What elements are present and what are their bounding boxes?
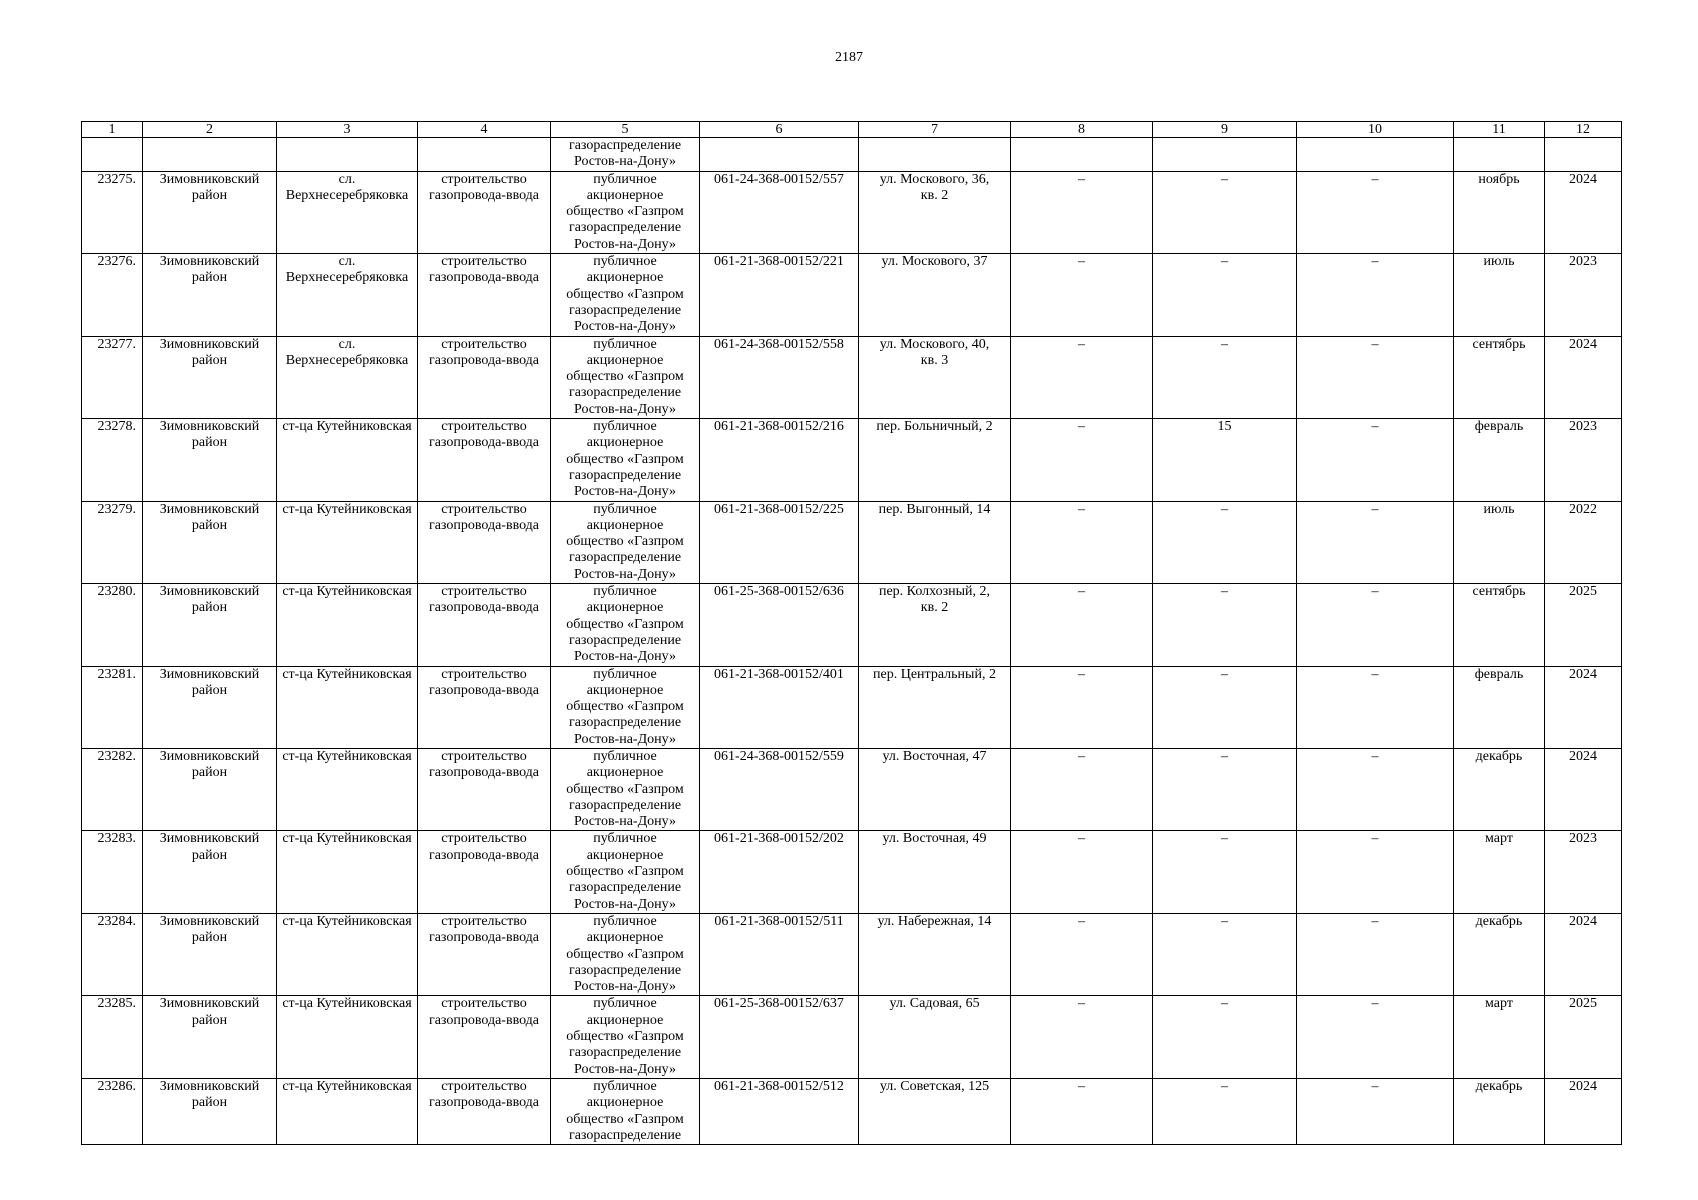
district: Зимовниковский район — [143, 584, 277, 666]
owner: публичное акционерное общество «Газпром газораспределение Ростов-на-Дону» — [551, 584, 700, 666]
address: ул. Москового, 37 — [859, 254, 1011, 336]
col-10: – — [1297, 1078, 1454, 1144]
col-8: – — [1011, 831, 1153, 913]
address: ул. Набережная, 14 — [859, 913, 1011, 995]
col-8: – — [1011, 1078, 1153, 1144]
year: 2023 — [1545, 254, 1622, 336]
object-code: 061-21-368-00152/401 — [700, 666, 859, 748]
work-type: строительство газопровода-ввода — [418, 666, 551, 748]
continuation-cell-11 — [1454, 138, 1545, 172]
address: ул. Москового, 36, кв. 2 — [859, 171, 1011, 253]
col-9: – — [1153, 584, 1297, 666]
continuation-cell-4 — [418, 138, 551, 172]
district: Зимовниковский район — [143, 501, 277, 583]
work-type: строительство газопровода-ввода — [418, 171, 551, 253]
settlement: ст-ца Кутейниковская — [277, 666, 418, 748]
table-row — [82, 996, 1622, 1078]
row-number: 23285. — [82, 996, 143, 1078]
address: ул. Садовая, 65 — [859, 996, 1011, 1078]
col-9: – — [1153, 748, 1297, 830]
settlement: сл. Верхнесеребряковка — [277, 171, 418, 253]
col-9: – — [1153, 831, 1297, 913]
continuation-cell-9 — [1153, 138, 1297, 172]
settlement: ст-ца Кутейниковская — [277, 584, 418, 666]
table-row — [82, 336, 1622, 418]
owner: публичное акционерное общество «Газпром газораспределение — [551, 1078, 700, 1144]
col-9: 15 — [1153, 419, 1297, 501]
month: февраль — [1454, 419, 1545, 501]
continuation-cell-5: газораспределение Ростов-на-Дону» — [551, 138, 700, 172]
address: ул. Советская, 125 — [859, 1078, 1011, 1144]
owner: публичное акционерное общество «Газпром газораспределение Ростов-на-Дону» — [551, 254, 700, 336]
object-code: 061-24-368-00152/559 — [700, 748, 859, 830]
row-number: 23283. — [82, 831, 143, 913]
column-number-3: 3 — [277, 122, 418, 138]
district: Зимовниковский район — [143, 171, 277, 253]
owner: публичное акционерное общество «Газпром газораспределение Ростов-на-Дону» — [551, 336, 700, 418]
continuation-cell-2 — [143, 138, 277, 172]
address: ул. Восточная, 47 — [859, 748, 1011, 830]
object-code: 061-21-368-00152/512 — [700, 1078, 859, 1144]
address: пер. Колхозный, 2, кв. 2 — [859, 584, 1011, 666]
continuation-cell-1 — [82, 138, 143, 172]
table-row — [82, 254, 1622, 336]
col-8: – — [1011, 171, 1153, 253]
col-10: – — [1297, 913, 1454, 995]
owner: публичное акционерное общество «Газпром газораспределение Ростов-на-Дону» — [551, 171, 700, 253]
month: июль — [1454, 254, 1545, 336]
district: Зимовниковский район — [143, 336, 277, 418]
column-number-12: 12 — [1545, 122, 1622, 138]
work-type: строительство газопровода-ввода — [418, 913, 551, 995]
year: 2024 — [1545, 171, 1622, 253]
object-code: 061-24-368-00152/558 — [700, 336, 859, 418]
table-row — [82, 748, 1622, 830]
col-8: – — [1011, 501, 1153, 583]
table-row — [82, 171, 1622, 253]
settlement: ст-ца Кутейниковская — [277, 996, 418, 1078]
col-10: – — [1297, 501, 1454, 583]
settlement: ст-ца Кутейниковская — [277, 419, 418, 501]
object-code: 061-21-368-00152/216 — [700, 419, 859, 501]
column-number-2: 2 — [143, 122, 277, 138]
continuation-row — [82, 138, 1622, 172]
continuation-cell-8 — [1011, 138, 1153, 172]
col-9: – — [1153, 254, 1297, 336]
table-row — [82, 419, 1622, 501]
col-9: – — [1153, 171, 1297, 253]
owner: публичное акционерное общество «Газпром газораспределение Ростов-на-Дону» — [551, 501, 700, 583]
month: сентябрь — [1454, 336, 1545, 418]
table-row — [82, 584, 1622, 666]
owner: публичное акционерное общество «Газпром газораспределение Ростов-на-Дону» — [551, 831, 700, 913]
col-8: – — [1011, 748, 1153, 830]
continuation-cell-10 — [1297, 138, 1454, 172]
address: пер. Больничный, 2 — [859, 419, 1011, 501]
col-10: – — [1297, 254, 1454, 336]
work-type: строительство газопровода-ввода — [418, 419, 551, 501]
col-10: – — [1297, 666, 1454, 748]
column-number-9: 9 — [1153, 122, 1297, 138]
continuation-cell-7 — [859, 138, 1011, 172]
col-9: – — [1153, 996, 1297, 1078]
owner: публичное акционерное общество «Газпром газораспределение Ростов-на-Дону» — [551, 913, 700, 995]
col-9: – — [1153, 1078, 1297, 1144]
district: Зимовниковский район — [143, 1078, 277, 1144]
year: 2024 — [1545, 336, 1622, 418]
col-9: – — [1153, 666, 1297, 748]
column-number-4: 4 — [418, 122, 551, 138]
column-number-6: 6 — [700, 122, 859, 138]
continuation-cell-12 — [1545, 138, 1622, 172]
year: 2024 — [1545, 1078, 1622, 1144]
month: декабрь — [1454, 913, 1545, 995]
col-8: – — [1011, 336, 1153, 418]
column-number-8: 8 — [1011, 122, 1153, 138]
row-number: 23286. — [82, 1078, 143, 1144]
month: март — [1454, 996, 1545, 1078]
page-number: 2187 — [835, 50, 863, 65]
column-number-5: 5 — [551, 122, 700, 138]
row-number: 23276. — [82, 254, 143, 336]
settlement: ст-ца Кутейниковская — [277, 748, 418, 830]
year: 2025 — [1545, 584, 1622, 666]
year: 2025 — [1545, 996, 1622, 1078]
work-type: строительство газопровода-ввода — [418, 996, 551, 1078]
table-row — [82, 501, 1622, 583]
table-row — [82, 1078, 1622, 1144]
table-row — [82, 831, 1622, 913]
row-number: 23282. — [82, 748, 143, 830]
owner: публичное акционерное общество «Газпром газораспределение Ростов-на-Дону» — [551, 666, 700, 748]
settlement: сл. Верхнесеребряковка — [277, 336, 418, 418]
object-code: 061-21-368-00152/221 — [700, 254, 859, 336]
object-code: 061-25-368-00152/636 — [700, 584, 859, 666]
district: Зимовниковский район — [143, 254, 277, 336]
table-row — [82, 666, 1622, 748]
address: ул. Москового, 40, кв. 3 — [859, 336, 1011, 418]
col-9: – — [1153, 501, 1297, 583]
year: 2024 — [1545, 666, 1622, 748]
row-number: 23277. — [82, 336, 143, 418]
work-type: строительство газопровода-ввода — [418, 336, 551, 418]
continuation-cell-6 — [700, 138, 859, 172]
year: 2023 — [1545, 831, 1622, 913]
settlement: ст-ца Кутейниковская — [277, 831, 418, 913]
address: пер. Центральный, 2 — [859, 666, 1011, 748]
col-8: – — [1011, 913, 1153, 995]
settlement: сл. Верхнесеребряковка — [277, 254, 418, 336]
district: Зимовниковский район — [143, 419, 277, 501]
month: декабрь — [1454, 1078, 1545, 1144]
col-10: – — [1297, 996, 1454, 1078]
object-code: 061-21-368-00152/202 — [700, 831, 859, 913]
owner: публичное акционерное общество «Газпром газораспределение Ростов-на-Дону» — [551, 419, 700, 501]
month: сентябрь — [1454, 584, 1545, 666]
month: февраль — [1454, 666, 1545, 748]
month: июль — [1454, 501, 1545, 583]
column-number-11: 11 — [1454, 122, 1545, 138]
year: 2024 — [1545, 913, 1622, 995]
col-10: – — [1297, 419, 1454, 501]
work-type: строительство газопровода-ввода — [418, 501, 551, 583]
object-code: 061-21-368-00152/511 — [700, 913, 859, 995]
object-code: 061-21-368-00152/225 — [700, 501, 859, 583]
col-9: – — [1153, 913, 1297, 995]
continuation-cell-3 — [277, 138, 418, 172]
year: 2024 — [1545, 748, 1622, 830]
column-number-7: 7 — [859, 122, 1011, 138]
col-8: – — [1011, 996, 1153, 1078]
col-9: – — [1153, 336, 1297, 418]
gas-pipeline-registry-table — [81, 121, 1622, 1145]
row-number: 23281. — [82, 666, 143, 748]
month: март — [1454, 831, 1545, 913]
year: 2023 — [1545, 419, 1622, 501]
district: Зимовниковский район — [143, 666, 277, 748]
object-code: 061-24-368-00152/557 — [700, 171, 859, 253]
owner: публичное акционерное общество «Газпром газораспределение Ростов-на-Дону» — [551, 996, 700, 1078]
work-type: строительство газопровода-ввода — [418, 748, 551, 830]
table-row — [82, 913, 1622, 995]
column-number-10: 10 — [1297, 122, 1454, 138]
row-number: 23278. — [82, 419, 143, 501]
address: ул. Восточная, 49 — [859, 831, 1011, 913]
work-type: строительство газопровода-ввода — [418, 1078, 551, 1144]
column-number-1: 1 — [82, 122, 143, 138]
col-10: – — [1297, 584, 1454, 666]
work-type: строительство газопровода-ввода — [418, 254, 551, 336]
settlement: ст-ца Кутейниковская — [277, 1078, 418, 1144]
row-number: 23275. — [82, 171, 143, 253]
col-8: – — [1011, 419, 1153, 501]
row-number: 23284. — [82, 913, 143, 995]
col-10: – — [1297, 748, 1454, 830]
col-10: – — [1297, 171, 1454, 253]
col-10: – — [1297, 336, 1454, 418]
district: Зимовниковский район — [143, 748, 277, 830]
col-8: – — [1011, 254, 1153, 336]
column-number-row — [82, 122, 1622, 138]
year: 2022 — [1545, 501, 1622, 583]
work-type: строительство газопровода-ввода — [418, 831, 551, 913]
address: пер. Выгонный, 14 — [859, 501, 1011, 583]
month: ноябрь — [1454, 171, 1545, 253]
col-8: – — [1011, 584, 1153, 666]
district: Зимовниковский район — [143, 913, 277, 995]
object-code: 061-25-368-00152/637 — [700, 996, 859, 1078]
work-type: строительство газопровода-ввода — [418, 584, 551, 666]
month: декабрь — [1454, 748, 1545, 830]
col-10: – — [1297, 831, 1454, 913]
col-8: – — [1011, 666, 1153, 748]
owner: публичное акционерное общество «Газпром газораспределение Ростов-на-Дону» — [551, 748, 700, 830]
row-number: 23279. — [82, 501, 143, 583]
district: Зимовниковский район — [143, 996, 277, 1078]
settlement: ст-ца Кутейниковская — [277, 913, 418, 995]
row-number: 23280. — [82, 584, 143, 666]
settlement: ст-ца Кутейниковская — [277, 501, 418, 583]
district: Зимовниковский район — [143, 831, 277, 913]
